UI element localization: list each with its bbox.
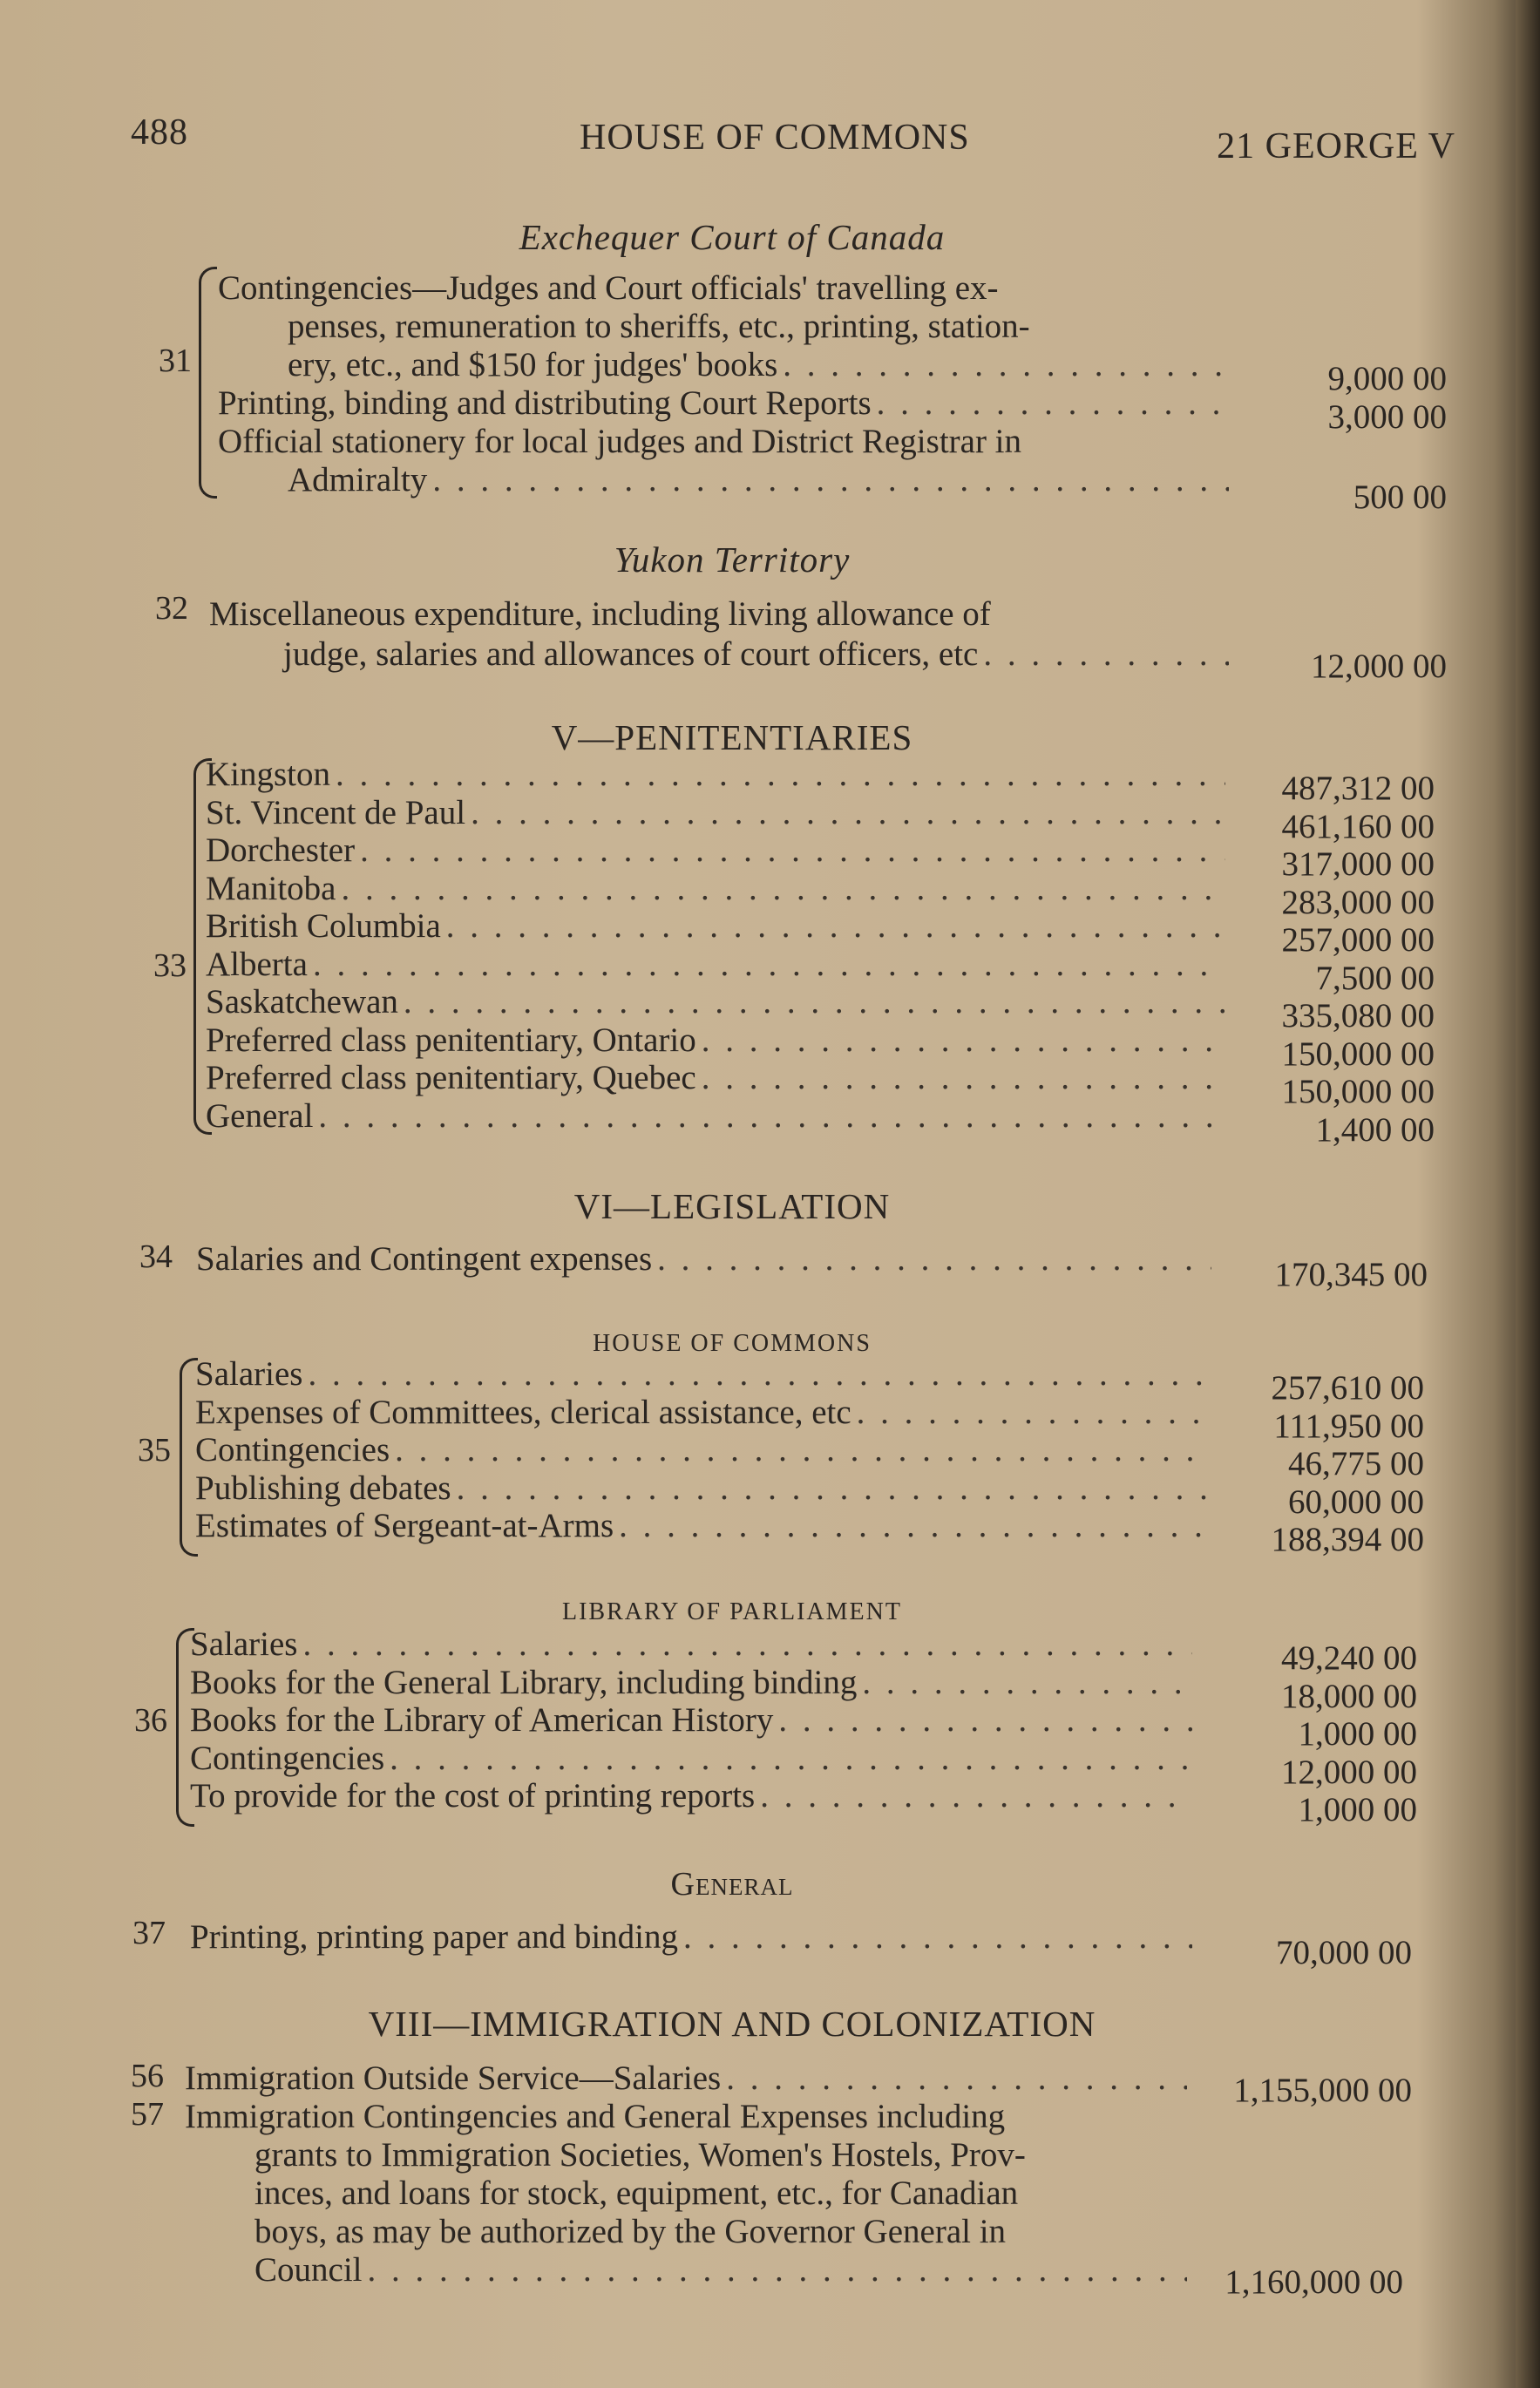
ledger-item-label: Estimates of Sergeant-at-Arms [195,1507,614,1544]
ledger-item-amount: 1,400 00 [1315,1110,1435,1149]
page-edge [1516,0,1540,2388]
amount: 1,155,000 00 [1233,2072,1412,2109]
ledger-item [206,945,1225,984]
ledger-item-label: Contingencies [195,1431,390,1469]
entry-line: Immigration Contingencies and General Expenses including [185,2098,1006,2135]
ledger-item [190,1776,1192,1815]
page-number: 488 [131,112,188,153]
amount: 12,000 00 [1311,648,1447,685]
entry-line: Contingencies—Judges and Court officials' travelling ex- [218,269,999,307]
ledger-item-label: Alberta [206,945,308,983]
ledger-item [190,1625,1192,1664]
ledger-item-label: Salaries [190,1625,298,1663]
ledger-item-label: Contingencies [190,1739,385,1777]
vote-number: 56 [131,2058,164,2094]
ledger-item [206,906,1225,946]
section-heading-general: General [670,1866,794,1903]
vote-number: 36 [134,1702,167,1739]
ledger-item [206,793,1225,832]
ledger-item-amount: 257,610 00 [1271,1369,1424,1407]
entry-line: grants to Immigration Societies, Women's Hostels, Prov- [254,2136,1026,2174]
entry-line: Admiralty . . . [288,460,1229,499]
vote-number: 35 [138,1432,171,1469]
entry-line: inces, and loans for stock, equipment, etc., for Canadian [254,2174,1019,2212]
ledger-item [206,982,1225,1021]
ledger-item-amount: 461,160 00 [1281,807,1435,845]
entry-line: Printing, binding and distributing Court Reports . . . [218,383,1229,423]
vote-number: 32 [155,590,188,627]
entry-line: boys, as may be authorized by the Governor General in [254,2213,1007,2250]
section-heading-exchequer: Exchequer Court of Canada [519,217,946,257]
vote-number: 34 [139,1238,173,1275]
section-heading-commons: HOUSE OF COMMONS [593,1330,872,1357]
ledger-item-amount: 7,500 00 [1315,959,1435,997]
ledger-item-amount: 150,000 00 [1281,1035,1435,1073]
ledger-item-amount: 1,000 00 [1298,1715,1417,1753]
ledger-item-label: Saskatchewan [206,983,398,1021]
ledger-item-label: Books for the Library of American History [190,1701,774,1739]
ledger-item-amount: 111,950 00 [1273,1407,1424,1445]
ledger-item-label: Salaries [195,1355,303,1393]
ledger-item-amount: 257,000 00 [1281,921,1435,959]
vote-number: 37 [132,1915,166,1951]
ledger-item-amount: 12,000 00 [1281,1753,1417,1791]
ledger-item-amount: 49,240 00 [1281,1639,1417,1677]
ledger-item-label: To provide for the cost of printing reports [190,1777,756,1815]
entry-line: ery, etc., and $150 for judges' books . . . [288,345,1229,384]
ledger-item [190,1739,1192,1778]
entry-line: Miscellaneous expenditure, including living allowance of [209,595,991,633]
entry-line: judge, salaries and allowances of court officers, etc . . . [283,634,1229,674]
vote-number: 31 [159,343,192,379]
amount: 9,000 00 [1327,360,1447,397]
entry-line: Salaries and Contingent expenses . . . [196,1239,1211,1279]
ledger-item-label: St. Vincent de Paul [206,793,466,831]
ledger-item-label: General [206,1096,314,1135]
entry-line: Council . . . [254,2250,1187,2290]
amount: 170,345 00 [1274,1256,1428,1293]
entry-line: penses, remuneration to sheriffs, etc., printing, station- [288,308,1030,345]
section-heading-penitentiaries: V—PENITENTIARIES [551,717,913,757]
ledger-item [206,831,1225,870]
ledger-item-label: Books for the General Library, including binding [190,1663,858,1701]
ledger-item-label: Manitoba [206,869,336,907]
ledger-item [206,1058,1225,1097]
brace [199,267,217,499]
section-heading-library: LIBRARY OF PARLIAMENT [562,1598,902,1625]
ledger-item-label: Preferred class penitentiary, Quebec [206,1059,696,1096]
entry-line: Official stationery for local judges and District Registrar in [218,423,1022,460]
ledger-item-amount: 188,394 00 [1271,1521,1424,1558]
entry-line: Immigration Outside Service—Salaries . . . [185,2059,1187,2098]
ledger-item-label: Publishing debates [195,1469,451,1507]
amount: 500 00 [1353,478,1447,516]
ledger-item [195,1354,1206,1394]
ledger-item-amount: 283,000 00 [1281,883,1435,921]
ledger-item-amount: 150,000 00 [1281,1073,1435,1110]
ledger-item-label: Preferred class penitentiary, Ontario [206,1021,696,1059]
running-title: HOUSE OF COMMONS [580,118,970,158]
ledger-item-amount: 60,000 00 [1288,1482,1424,1521]
ledger-item-amount: 1,000 00 [1298,1791,1417,1828]
ledger-item-label: Expenses of Committees, clerical assistance, etc [195,1393,851,1431]
ledger-item [206,755,1225,794]
amount: 3,000 00 [1327,398,1447,436]
ledger-item [206,1096,1225,1136]
session-label: 21 GEORGE V [1217,126,1455,166]
ledger-item [206,1021,1225,1060]
section-heading-legislation: VI—LEGISLATION [573,1186,891,1226]
section-heading-yukon: Yukon Territory [614,539,851,580]
ledger-item [195,1393,1206,1432]
ledger-item-label: Dorchester [206,831,356,869]
amount: 1,160,000 00 [1225,2263,1403,2301]
ledger-item-amount: 18,000 00 [1281,1677,1417,1715]
ledger-item [195,1469,1206,1508]
ledger-item-amount: 46,775 00 [1288,1445,1424,1482]
amount: 70,000 00 [1276,1934,1412,1971]
ledger-item [195,1506,1206,1545]
entry-line: Printing, printing paper and binding . . . [190,1917,1192,1957]
ledger-item-amount: 335,080 00 [1281,997,1435,1035]
ledger-item-label: British Columbia [206,907,441,945]
section-heading-immigration: VIII—IMMIGRATION AND COLONIZATION [368,2004,1096,2044]
vote-number: 33 [153,947,187,984]
ledger-item [195,1430,1206,1469]
ledger-item [190,1663,1192,1702]
ledger-item-label: Kingston [206,756,331,793]
page-header [131,112,1455,164]
ledger-item-amount: 487,312 00 [1281,770,1435,807]
ledger-item [190,1700,1192,1740]
ledger-item-amount: 317,000 00 [1281,845,1435,883]
vote-number: 57 [131,2096,164,2133]
ledger-item [206,869,1225,908]
